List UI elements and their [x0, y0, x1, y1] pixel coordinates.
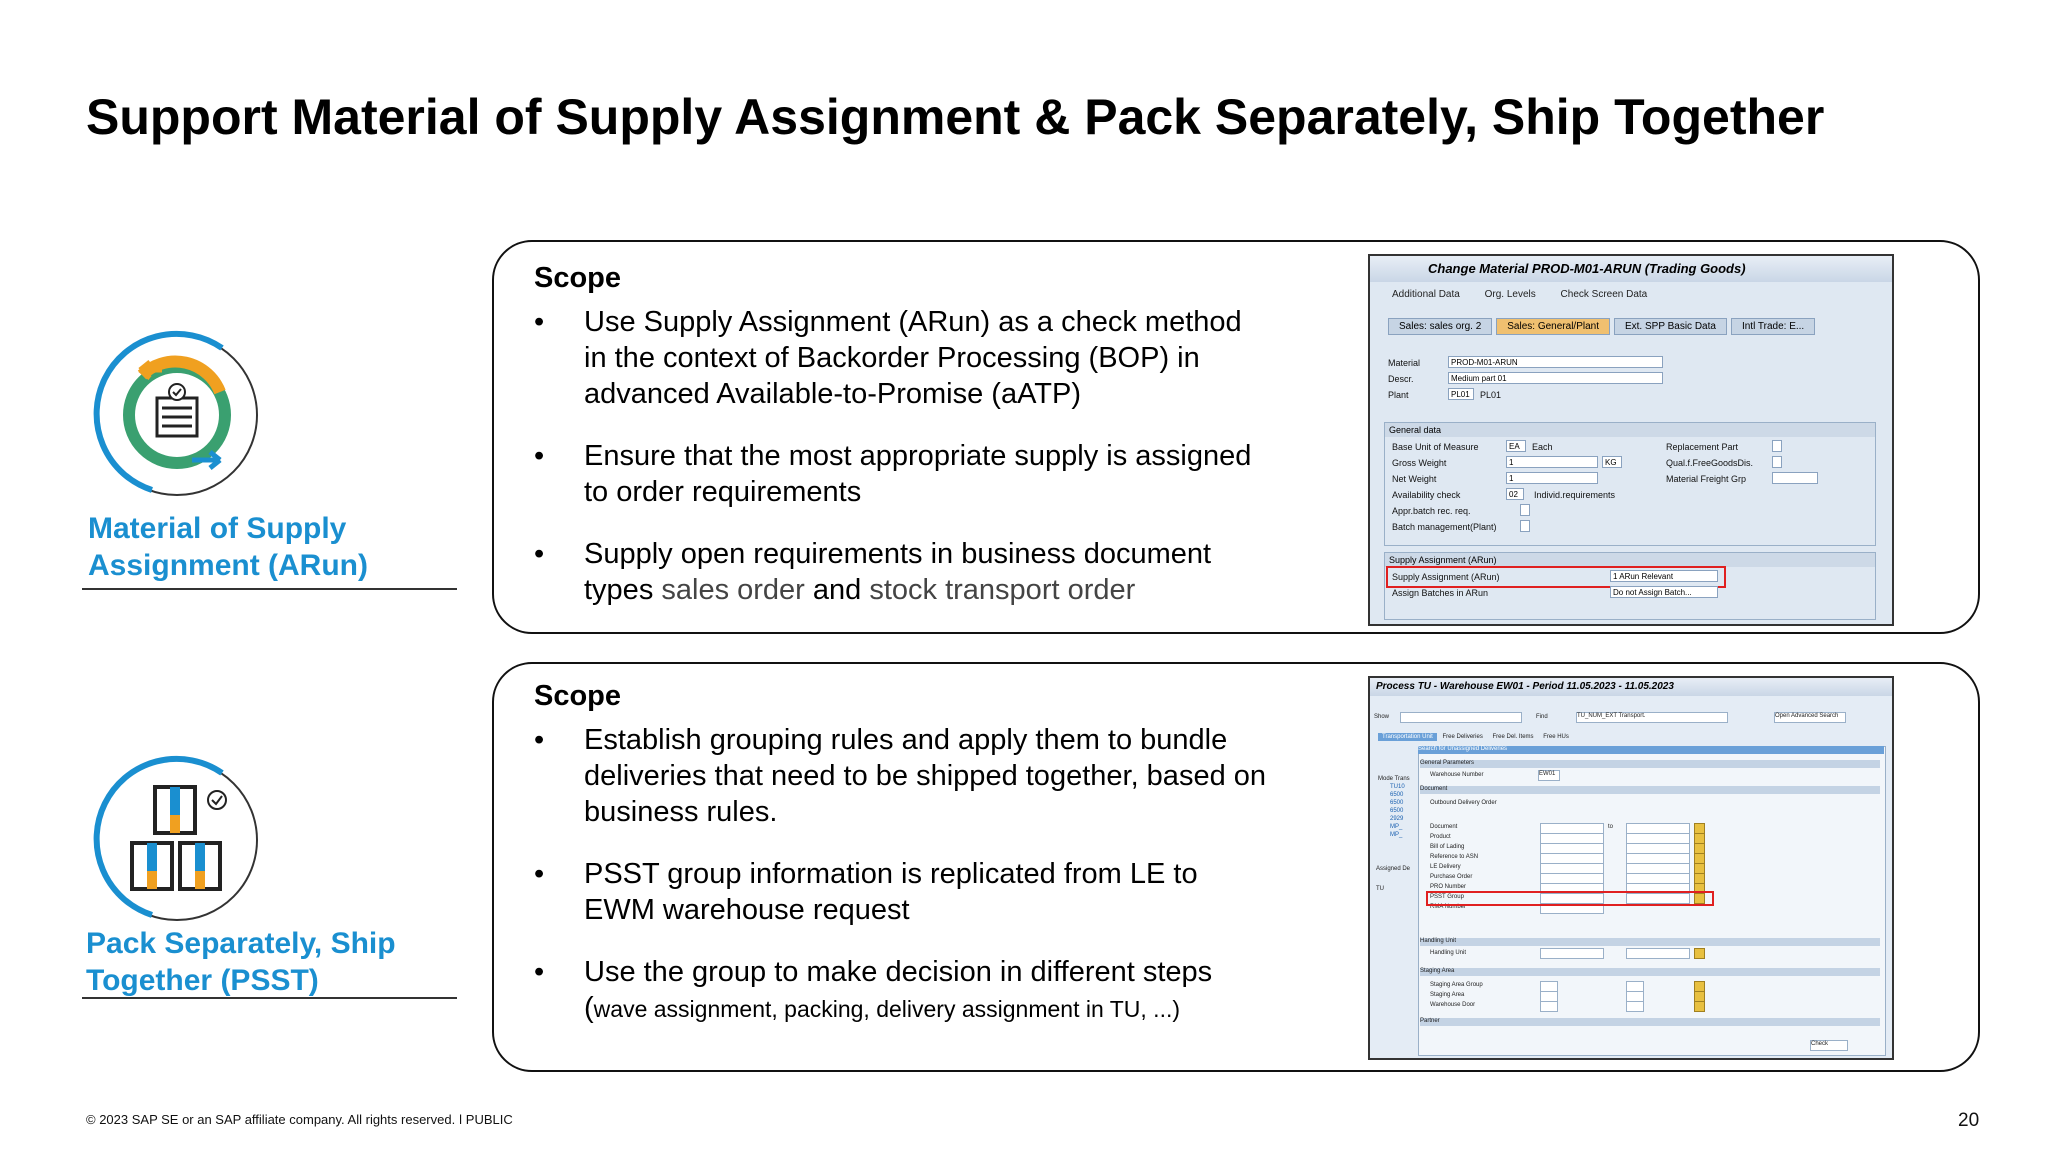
bullet-item [534, 304, 1251, 412]
topic-label-line: Assignment (ARun) [88, 549, 368, 582]
scope-heading: Scope [534, 680, 622, 712]
field-value: 1 [1506, 472, 1598, 484]
checkbox [1772, 456, 1782, 468]
bullet-item [534, 536, 1251, 608]
find-select: TU_NUM_EXT Transport. [1576, 712, 1728, 723]
tu-row: 6500 [1390, 808, 1404, 814]
checkbox [1772, 440, 1782, 452]
topic-label-line: Material of Supply [88, 512, 347, 545]
page-number: 20 [1958, 1110, 1980, 1131]
open-search-button: Open Advanced Search [1774, 712, 1846, 723]
to-box [1626, 948, 1690, 959]
sap-process-tu-screenshot [1368, 676, 1894, 1060]
group-header: General data [1385, 423, 1875, 437]
field-value: Each [1532, 442, 1553, 452]
field-label: Descr. [1388, 374, 1414, 384]
scope-card-psst [492, 662, 1980, 1072]
checkbox [1520, 520, 1530, 532]
bullet-line: business rules. [584, 796, 778, 828]
bullet-line [584, 572, 1251, 608]
field-label: Net Weight [1392, 474, 1437, 484]
field-label: Material Freight Grp [1666, 474, 1747, 484]
assigned-label: Assigned De [1376, 866, 1411, 872]
field-value: 1 [1506, 456, 1598, 468]
toolbar-additional-data: Additional Data [1392, 289, 1460, 300]
bullet-line: • Supply open requirements in business document [584, 538, 1212, 570]
toolbar-check-screen: Check Screen Data [1560, 289, 1648, 300]
group-header: Supply Assignment (ARun) [1385, 553, 1875, 567]
bullet-detail: wave assignment, packing, delivery assignment in TU, ...) [593, 996, 1181, 1022]
from-box [1540, 948, 1604, 959]
bullet-item [534, 438, 1251, 510]
field-value: EW01 [1538, 770, 1560, 781]
topic-arun [82, 330, 457, 592]
tu-row: MP_ [1390, 832, 1403, 838]
scope-bullets [534, 304, 1251, 608]
topic-divider [82, 997, 457, 999]
toolbar-org-levels: Org. Levels [1484, 289, 1536, 300]
field-value: EA [1506, 440, 1526, 452]
bullet-line: • Establish grouping rules and apply them to bundle [584, 724, 1228, 756]
field-label: Batch management(Plant) [1392, 522, 1497, 532]
field-value: Individ.requirements [1534, 490, 1616, 500]
screenshot-title: Change Material PROD-M01-ARUN (Trading Goods) [1428, 261, 1746, 276]
bullet-line: • Use Supply Assignment (ARun) as a check method [584, 306, 1242, 338]
bullet-line: to order requirements [584, 476, 862, 508]
topic-label-line: Together (PSST) [86, 964, 319, 997]
show-select [1400, 712, 1522, 723]
screenshot-tab: Free HUs [1543, 734, 1569, 740]
doc-field-label: Purchase Order [1430, 874, 1473, 880]
field-value: Medium part 01 [1448, 372, 1663, 384]
doc-field-label: LE Delivery [1430, 864, 1461, 870]
field-label: Plant [1388, 390, 1409, 400]
bullet-text: ( [584, 992, 594, 1024]
bullet-item [534, 722, 1266, 830]
field-value: 02 [1506, 488, 1524, 500]
doc-field-label: RMA Number [1430, 904, 1467, 910]
doc-field-label: Product [1430, 834, 1451, 840]
tu-row: 6500 [1390, 800, 1404, 806]
highlight-sales-order: sales order [661, 574, 805, 606]
screenshot-tab: Ext. SPP Basic Data [1614, 318, 1727, 335]
screenshot-title-bar [1370, 678, 1892, 696]
scope-heading: Scope [534, 262, 622, 294]
screenshot-toolbar [1370, 284, 1892, 306]
section-header: General Parameters [1420, 760, 1880, 768]
field-label: Base Unit of Measure [1392, 442, 1479, 452]
bullet-line: • PSST group information is replicated from LE to [584, 858, 1198, 890]
tu-row: MP_ [1390, 824, 1403, 830]
screenshot-tab: Sales: sales org. 2 [1388, 318, 1492, 335]
bullet-line: EWM warehouse request [584, 894, 910, 926]
section-header: Document [1420, 786, 1880, 794]
tu-row: 2929 [1390, 816, 1404, 822]
bullet-line: advanced Available-to-Promise (aATP) [584, 378, 1081, 410]
slide-title: Support Material of Supply Assignment & Pack Separately, Ship Together [86, 89, 1825, 145]
field-label: Warehouse Door [1430, 1002, 1476, 1008]
section-header: Partner [1420, 1018, 1880, 1026]
bullet-line: in the context of Backorder Processing (BOP) in [584, 342, 1200, 374]
bullet-line: • Ensure that the most appropriate supply is assigned [584, 440, 1252, 472]
topic-label-line: Pack Separately, Ship [86, 927, 396, 960]
bullet-item [534, 856, 1266, 928]
section-header: Handling Unit [1420, 938, 1880, 946]
topic-label-arun [88, 510, 368, 584]
field-value: 1 ARun Relevant [1610, 570, 1718, 582]
checkbox [1520, 504, 1530, 516]
field-label: Qual.f.FreeGoodsDis. [1666, 458, 1754, 468]
field-value [1772, 472, 1818, 484]
screenshot-tab: Free Del. Items [1492, 734, 1534, 740]
to-label: to [1608, 824, 1614, 830]
screenshot-tab: Intl Trade: E... [1731, 318, 1815, 335]
sap-change-material-screenshot [1368, 254, 1894, 626]
field-value: Do not Assign Batch... [1610, 586, 1718, 598]
check-button: Check [1810, 1040, 1848, 1051]
screenshot-tab-active: Sales: General/Plant [1496, 318, 1610, 335]
to-box [1626, 1001, 1644, 1012]
value-help-icon [1694, 1001, 1705, 1012]
highlight-box [1426, 891, 1714, 906]
field-value: PL01 [1448, 388, 1474, 400]
screenshot-title: Process TU - Warehouse EW01 - Period 11.05.2023 - 11.05.2023 [1376, 681, 1674, 692]
bullet-text: and [804, 574, 870, 606]
scope-card-arun [492, 240, 1980, 634]
mode-column: Mode Trans [1378, 776, 1410, 782]
topic-label-psst [86, 925, 396, 999]
screenshot-tabs [1378, 734, 1573, 740]
doc-field-label: Bill of Lading [1430, 844, 1465, 850]
field-label: Staging Area [1430, 992, 1465, 998]
value-help-icon [1694, 948, 1705, 959]
field-label: Assign Batches in ARun [1392, 588, 1489, 598]
topic-psst [82, 755, 457, 1005]
field-label: Handling Unit [1430, 950, 1467, 956]
topic-divider [82, 588, 457, 590]
radio-outbound: Outbound Delivery Order [1430, 800, 1497, 806]
field-label: Staging Area Group [1430, 982, 1483, 988]
field-label: Appr.batch rec. req. [1392, 506, 1471, 516]
supply-assignment-icon [92, 330, 262, 500]
bullet-line [584, 990, 1266, 1027]
doc-field-label: Document [1430, 824, 1458, 830]
screenshot-tab-active: Transportation Unit [1378, 733, 1437, 741]
tu-label: TU [1376, 886, 1384, 892]
highlight-sto: stock transport order [869, 574, 1136, 606]
show-label: Show [1374, 714, 1390, 720]
scope-bullets [534, 722, 1266, 1027]
screenshot-tab: Free Deliveries [1442, 734, 1483, 740]
screenshot-tabs [1388, 318, 1819, 335]
panel-title: Search for Unassigned Deliveries [1418, 746, 1884, 754]
find-label: Find [1536, 714, 1548, 720]
field-value: PROD-M01-ARUN [1448, 356, 1663, 368]
tu-row: 6500 [1390, 792, 1404, 798]
bullet-line: • Use the group to make decision in different steps [584, 956, 1213, 988]
from-box [1540, 1001, 1558, 1012]
screenshot-title-bar [1370, 256, 1892, 282]
field-label: Gross Weight [1392, 458, 1447, 468]
field-label: Supply Assignment (ARun) [1392, 572, 1500, 582]
field-label: Warehouse Number [1430, 772, 1484, 778]
bullet-text: types [584, 574, 662, 606]
footer-copyright: © 2023 SAP SE or an SAP affiliate company. All rights reserved. ǀ PUBLIC [86, 1112, 513, 1127]
bullet-item [534, 954, 1266, 1027]
doc-field-label: PRO Number [1430, 884, 1467, 890]
doc-field-label: PSST Group [1430, 894, 1464, 900]
field-label: Availability check [1392, 490, 1461, 500]
field-value: PL01 [1480, 390, 1502, 400]
field-value: KG [1602, 456, 1622, 468]
field-label: Replacement Part [1666, 442, 1739, 452]
highlight-box [1386, 566, 1726, 588]
tu-row: TU10 [1390, 784, 1405, 790]
field-label: Material [1388, 358, 1421, 368]
pack-separately-icon [92, 755, 262, 925]
section-header: Staging Area [1420, 968, 1880, 976]
doc-field-label: Reference to ASN [1430, 854, 1479, 860]
bullet-line: deliveries that need to be shipped together, based on [584, 760, 1267, 792]
